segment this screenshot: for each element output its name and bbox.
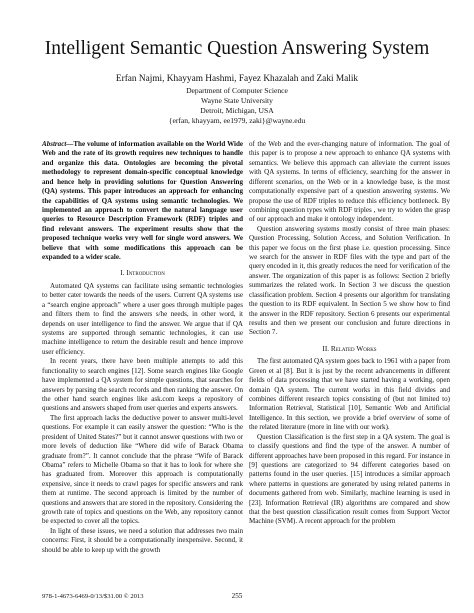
affiliation-dept: Department of Computer Science bbox=[186, 86, 288, 95]
affiliation-univ: Wayne State University bbox=[201, 96, 273, 105]
section-heading-introduction: I. Introduction bbox=[120, 268, 165, 278]
body-paragraph: Automated QA systems can facilitate using semantic technologies to better cater towards the needs of the users. Current QA systems use a “search engine approach” where a user goes through multiple pages and filters them to find the answers s/he needs, in other word, it depends on user intelligence to find the answer. We argue that if QA systems are supported through semantic technologies, it can use machine intelligence to return the desirable result and hence improve user efficiency. bbox=[42, 281, 243, 356]
affiliation-city: Detroit, Michigan, USA bbox=[200, 106, 274, 115]
abstract-text: —The volume of information available on the World Wide Web and the rate of its growth requires new techniques to handle and organize this data. Ontologies are becoming the pivotal methodology to represent domain-specific conceptual knowledge and hence help in providing solutions for Question Answering (QA) systems. This paper introduces an approach for enhancing the capabilities of QA systems using semantic technologies. We implemented an approach to convert the natural language user queries to Resource Description Framework (RDF) triples and find relevant answers. The experiment results show that the proposed technique works very well for single word answers. We believe that with some modifications this approach can be expanded to a wider scale. bbox=[42, 140, 243, 262]
right-column bbox=[249, 140, 450, 527]
body-paragraph: In recent years, there have been multiple attempts to add this functionality to search engines [12]. Some search engines like Google have implemented a QA system for simple questions, that searches for answers by parsing the search records and then ranking the answer. On the other hand search engines like ask.com keeps a repository of questions and answers shaped from user queries and experts answers. bbox=[42, 357, 243, 413]
abstract bbox=[42, 140, 243, 262]
paper-title: Intelligent Semantic Question Answering System bbox=[44, 38, 430, 59]
section-heading-related-works: II. Related Works bbox=[322, 343, 377, 353]
affiliation bbox=[0, 86, 474, 126]
body-paragraph: The first approach lacks the deductive power to answer multi-level questions. For example it can easily answer the question: “Who is the president of United States?” but it cannot answer questions with two or more levels of deduction like “Where did wife of Barack Obama graduate from?”. It cannot conclude that the phrase “Wife of Barack Obama” refers to Michelle Obama so that it has to look for where she has graduated from. Moreover this approach is computationally expensive, since it needs to crawl pages for specific answers and rank them at runtime. The second approach is limited by the number of questions and answers that are stored in the repository. Considering the growth rate of topics and questions on the Web, any repository cannot be expected to cover all the topics. bbox=[42, 413, 243, 526]
abstract-lead: Abstract bbox=[42, 140, 67, 148]
footer-isbn: 978-1-4673-6469-0/13/$31.00 © 2013 bbox=[42, 593, 144, 600]
body-paragraph: The first automated QA system goes back to 1961 with a paper from Green et al [8]. But it is just by the recent advancements in different fields of data processing that we have started having a working, open domain QA system. The current works in this field divides and combines different research topics consisting of (but not limited to) Information Retrieval, Statistical [10], Semantic Web and Artificial Intelligence. In this section, we provide a brief overview of some of the related literature (more in line with our work). bbox=[249, 357, 450, 432]
body-paragraph: In light of these issues, we need a solution that addresses two main concerns: First, it should be a computationally inexpensive. Second, it should be able to keep up with the growth bbox=[42, 526, 243, 554]
body-paragraph: Question Classification is the first step in a QA system. The goal is to classify questions and find the type of the answer. A number of different approaches have been proposed in this regard. For instance in [9] questions are categorized to 94 different categories based on patterns found in the user queries. [15] introduces a similar approach where patterns in questions are generated by using related patterns in documents gathered from web. Similarly, machine learning is used in [23]. Information Retrieval (IR) algorithms are compared and show that the best question classification result comes from Support Vector Machine (SVM). A recent approach for the problem bbox=[249, 432, 450, 526]
page-number: 255 bbox=[231, 592, 243, 600]
author-list: Erfan Najmi, Khayyam Hashmi, Fayez Khazalah and Zaki Malik bbox=[115, 74, 359, 84]
body-paragraph: of the Web and the ever-changing nature of information. The goal of this paper is to propose a new approach to enhance QA systems with semantics. We believe this approach can alleviate the current issues with QA systems. In terms of efficiency, searching for the answer in different scenarios, on the Web or in a knowledge base, is the most computationally expensive part of a question answering systems. We propose the use of RDF triples to reduce this efficiency bottleneck. By combining question types with RDF triples , we try to widen the grasp of our approach and make it ontology independent. bbox=[249, 140, 450, 224]
left-column bbox=[42, 140, 243, 555]
body-paragraph: Question answering systems mostly consist of three main phases: Question Processing, Solution Access, and Solution Verification. In this paper we focus on the first phase i.e. question processing. Since we search for the answer in RDF files with the type and part of the query encoded in it, this greatly reduces the need for verification of the answer. The organization of this paper is as follows: Section 2 briefly summarizes the related work. In Section 3 we discuss the question classification problem. Section 4 presents our algorithm for translating the question to its RDF equivalent. In Section 5 we show how to find the answer in the RDF repository. Section 6 presents our experimental results and then we present our conclusion and future directions in Section 7. bbox=[249, 224, 450, 337]
affiliation-email: {erfan, khayyam, ee1979, zaki}@wayne.edu bbox=[168, 116, 306, 125]
